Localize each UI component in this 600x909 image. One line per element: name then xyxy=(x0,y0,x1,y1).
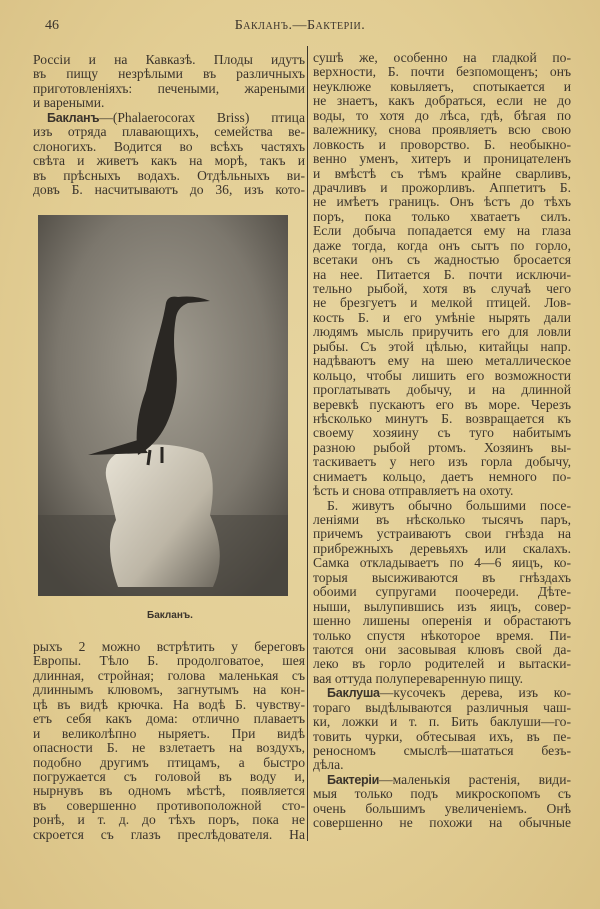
text-line xyxy=(313,542,571,556)
text-line xyxy=(313,282,571,296)
line-text: верхности, Б. почти безпомощенъ; онъ xyxy=(313,65,571,80)
text-line xyxy=(313,296,571,310)
paragraph xyxy=(33,640,305,842)
text-line xyxy=(313,470,571,484)
line-text: драчливъ и прожорливъ. Аппетитъ Б. xyxy=(313,180,571,195)
text-line xyxy=(313,802,571,816)
line-text: слоногихъ. Водится во всѣхъ частяхъ xyxy=(33,139,305,154)
text-line xyxy=(313,686,571,700)
text-line xyxy=(313,513,571,527)
line-text: въ прѣсныхъ водахъ. Отдѣльныхъ ви- xyxy=(33,168,305,183)
text-line xyxy=(313,239,571,253)
text-line xyxy=(313,51,571,65)
text-line xyxy=(33,96,305,110)
text-line xyxy=(33,828,305,842)
line-text: Б. живутъ обычно большими посе- xyxy=(327,498,571,513)
text-line xyxy=(313,657,571,671)
line-text: ловкость и проворство. Б. необыкно- xyxy=(313,137,571,152)
entry-paragraph xyxy=(313,773,571,831)
line-text: и великолѣпно ныряетъ. При видѣ xyxy=(33,726,305,741)
line-text: проглатывать добычу, и на длинной xyxy=(313,383,571,398)
line-text: леніями въ нѣсколько тысячъ паръ, xyxy=(313,513,571,527)
text-line xyxy=(313,672,571,686)
line-text: леко въ горло родителей и вытаски- xyxy=(313,657,571,672)
paragraph xyxy=(33,53,305,111)
text-line xyxy=(313,224,571,238)
line-text: венно уменъ, хитеръ и проницателенъ xyxy=(313,152,571,167)
line-text: ныши, вылупившись изъ яицъ, совер- xyxy=(313,599,571,614)
right-column xyxy=(313,51,571,831)
line-text: длиннымъ клювомъ, загнутымъ на кон- xyxy=(33,683,305,698)
paragraph xyxy=(313,51,571,499)
text-line xyxy=(33,727,305,741)
line-text: —маленькія растенія, види- xyxy=(379,772,571,787)
text-line xyxy=(33,770,305,784)
entry-headword: Бактеріи xyxy=(327,772,380,787)
text-line xyxy=(313,787,571,801)
line-text: ѣсть и снова отправляетъ на охоту. xyxy=(313,484,514,499)
line-text: нѣсколько минутъ Б. возвращается къ xyxy=(313,411,571,426)
text-line xyxy=(33,669,305,683)
text-line xyxy=(313,643,571,657)
text-line xyxy=(313,571,571,585)
text-line xyxy=(313,80,571,94)
text-line xyxy=(33,82,305,96)
line-text: людямъ мысль приручить его для ловли xyxy=(313,325,571,340)
text-line xyxy=(33,154,305,168)
text-line xyxy=(33,712,305,726)
text-line xyxy=(33,813,305,827)
line-text: неуклюже ковыляетъ, спотыкается и xyxy=(313,79,571,94)
text-line xyxy=(313,369,571,383)
line-text: рыбы. Съ этой цѣлью, китайцы напр. xyxy=(313,339,571,354)
text-line xyxy=(33,111,305,125)
text-line xyxy=(313,268,571,282)
text-line xyxy=(33,784,305,798)
line-text: —кусочекъ дерева, изъ ко- xyxy=(379,686,571,701)
line-text: шенно лишены оперенія и обрастаютъ xyxy=(313,614,571,629)
left-column-bottom xyxy=(33,640,305,842)
line-text: поръ, пока только хватаетъ силъ. xyxy=(313,209,571,224)
line-text: своему хозяину съ туго набитымъ xyxy=(313,426,571,441)
text-line xyxy=(33,654,305,668)
line-text: кольцо, чтобы лишить его возможности xyxy=(313,368,571,383)
figure-caption: Бакланъ. xyxy=(147,610,193,621)
line-text: и вареными. xyxy=(33,96,105,111)
line-text: таскиваетъ у него изъ горла добычу, xyxy=(313,455,571,470)
line-text: не имѣетъ границъ. Онъ ѣстъ до тѣхъ xyxy=(313,195,571,210)
line-text: ки, ложки и т. п. Бить баклуши—го- xyxy=(313,715,571,730)
line-text: на нее. Питается Б. почти исключи- xyxy=(313,267,571,282)
text-line xyxy=(33,169,305,183)
entry-headword: Баклуша xyxy=(327,686,380,701)
text-line xyxy=(313,181,571,195)
text-line xyxy=(313,412,571,426)
entry-paragraph xyxy=(313,686,571,773)
line-text: веревкѣ пускаютъ его въ море. Черезъ xyxy=(313,397,571,412)
entry-headword: Бакланъ xyxy=(47,110,100,125)
text-line xyxy=(313,340,571,354)
line-text: сушѣ же, особенно на гладкой по- xyxy=(313,51,571,65)
text-line xyxy=(313,773,571,787)
line-text: всетаки онъ съ жадностью бросается xyxy=(313,253,571,268)
text-line xyxy=(33,683,305,697)
line-text: длинная, стройная; голова маленькая съ xyxy=(33,668,305,683)
line-text: надѣваютъ ему на шею металлическое xyxy=(313,354,571,369)
text-line xyxy=(313,758,571,772)
text-line xyxy=(33,741,305,755)
line-text: дѣла. xyxy=(313,758,344,773)
line-text: не брезгуетъ и мелкой птицей. Лов- xyxy=(313,296,571,311)
text-line xyxy=(313,484,571,498)
text-line xyxy=(313,398,571,412)
text-line xyxy=(33,183,305,197)
text-line xyxy=(33,756,305,770)
line-text: торыя высиживаются въ гнѣздахъ xyxy=(313,570,571,585)
line-text: только спустя нѣкоторое время. Пи- xyxy=(313,628,571,643)
text-line xyxy=(313,744,571,758)
line-text: воды, то хотя до лѣса, гдѣ, бѣгая по xyxy=(313,108,571,123)
text-line xyxy=(313,499,571,513)
text-line xyxy=(313,426,571,440)
text-line xyxy=(313,701,571,715)
text-line xyxy=(313,65,571,79)
line-text: ронѣ, и т. д. до тѣхъ поръ, пока не xyxy=(33,813,305,828)
line-text: валежнику, снова проявляетъ всю свою xyxy=(313,123,571,138)
line-text: въ совершенно противоположной сто- xyxy=(33,798,305,813)
text-line xyxy=(313,123,571,137)
text-line xyxy=(313,354,571,368)
line-text: и вмѣстѣ съ тѣмъ крайне сварливъ, xyxy=(313,166,571,181)
text-line xyxy=(33,640,305,654)
text-line xyxy=(313,253,571,267)
line-text: прибрежныхъ деревьяхъ или скалахъ. xyxy=(313,541,571,556)
line-text: Самка откладываетъ по 4—6 яицъ, ко- xyxy=(313,556,571,571)
text-line xyxy=(313,730,571,744)
line-text: нырнувъ въ одномъ мѣстѣ, появляется xyxy=(33,784,305,799)
line-text: кость Б. и его умѣніе нырять дали xyxy=(313,310,571,325)
line-text: разною рыбой ртомъ. Хозяинъ вы- xyxy=(313,440,571,455)
text-line xyxy=(313,816,571,830)
line-text: реносномъ смыслѣ—шататься безъ- xyxy=(313,744,571,758)
paragraph xyxy=(313,499,571,687)
line-text: снимаетъ кольцо, даетъ немного по- xyxy=(313,469,571,484)
text-line xyxy=(313,138,571,152)
text-line xyxy=(313,325,571,339)
column-rule xyxy=(307,46,308,841)
text-line xyxy=(313,455,571,469)
text-line xyxy=(313,600,571,614)
text-line xyxy=(313,629,571,643)
text-line xyxy=(313,167,571,181)
text-line xyxy=(313,152,571,166)
line-text: товить чурки, обтесывая ихъ, въ пе- xyxy=(313,729,571,744)
text-line xyxy=(313,441,571,455)
text-line xyxy=(313,585,571,599)
line-text: погружается съ головой въ воду и, xyxy=(33,769,305,784)
running-title: Бакланъ.—Бактеріи. xyxy=(234,18,366,33)
text-line xyxy=(33,67,305,81)
text-line xyxy=(313,311,571,325)
line-text: Европы. Тѣло Б. продолговатое, шея xyxy=(33,654,305,669)
text-line xyxy=(313,210,571,224)
line-text: въ пищу незрѣлыми въ различныхъ xyxy=(33,67,305,82)
line-text: Россіи и на Кавказѣ. Плоды идутъ xyxy=(33,53,305,67)
line-text: рыхъ 2 можно встрѣтить у береговъ xyxy=(33,640,305,654)
text-line xyxy=(313,614,571,628)
text-line xyxy=(33,799,305,813)
line-text: подобно другимъ птицамъ, а быстро xyxy=(33,755,305,770)
line-text: приготовленіяхъ: печеными, жареными xyxy=(33,81,305,96)
text-line xyxy=(33,140,305,154)
left-column-top xyxy=(33,53,305,197)
line-text: цѣ въ видѣ крючка. На водѣ Б. чувству- xyxy=(33,697,305,712)
line-text: даже тогда, когда онъ сытъ по горло, xyxy=(313,238,571,253)
line-text: вая оттуда полупереваренную пищу. xyxy=(313,671,523,686)
line-text: тораго выдѣлываются различныя чаш- xyxy=(313,700,571,715)
line-text: причемъ устраиваютъ свои гнѣзда на xyxy=(313,527,571,542)
line-text: мыя только подъ микроскопомъ съ xyxy=(313,787,571,802)
text-line xyxy=(33,698,305,712)
line-text: не знаетъ, какъ добраться, если не до xyxy=(313,94,571,109)
line-text: очень большимъ увеличеніемъ. Онѣ xyxy=(313,801,571,816)
text-line xyxy=(313,195,571,209)
line-text: совершенно не похожи на обычные xyxy=(313,816,571,831)
text-line xyxy=(313,383,571,397)
line-text: Если добыча попадается ему на глаза xyxy=(313,224,571,239)
text-line xyxy=(313,94,571,108)
page-number: 46 xyxy=(45,18,59,33)
text-line xyxy=(33,125,305,139)
line-text: обоими супругами поочереди. Дѣте- xyxy=(313,585,571,600)
text-line xyxy=(313,715,571,729)
line-text: изъ отряда плавающихъ, семейства ве- xyxy=(33,125,305,140)
text-line xyxy=(313,527,571,541)
text-line xyxy=(313,109,571,123)
line-text: етъ себя какъ дома: отлично плаваетъ xyxy=(33,712,305,727)
line-text: опасности Б. не взлетаетъ на воздухъ, xyxy=(33,741,305,756)
line-text: —(Phalaerocorax Briss) птица xyxy=(99,110,305,125)
text-line xyxy=(313,556,571,570)
entry-paragraph xyxy=(33,111,305,198)
cormorant-illustration xyxy=(38,215,288,596)
line-text: довъ Б. насчитываютъ до 36, изъ кото- xyxy=(33,182,305,197)
text-line xyxy=(33,53,305,67)
line-text: скроется съ глазъ преслѣдователя. На xyxy=(33,827,305,842)
line-text: свѣта и живетъ какъ на морѣ, такъ и xyxy=(33,154,305,169)
line-text: тельно рыбой, хотя въ случаѣ чего xyxy=(313,282,571,296)
line-text: таются они засовывая клювъ свой да- xyxy=(313,642,571,657)
